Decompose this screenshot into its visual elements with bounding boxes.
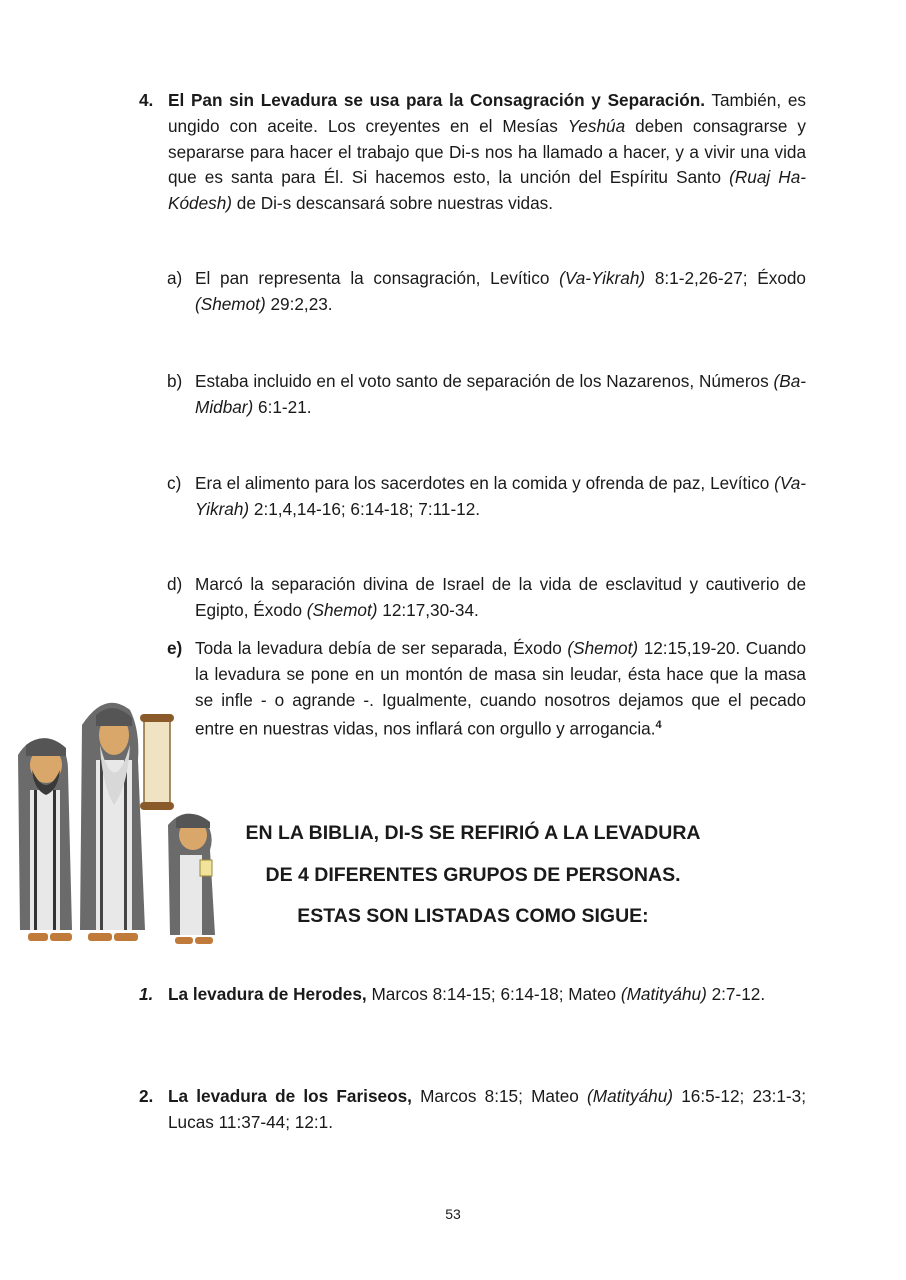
list-item-text: El Pan sin Levadura se usa para la Consagración y Separación. También, es ungido con aceite. Los creyentes en el Mesías Yeshúa deben consagrarse y separarse para hacer el trabajo que Di-s nos ha llamado a hacer, y a vivir una vida que es santa para Él. Si hacemos esto, la unción del Espíritu Santo (Ruaj Ha-Kódesh) de Di-s descansará sobre nuestras vidas. xyxy=(168,90,806,214)
sub-item-c xyxy=(167,471,806,523)
list-item-4 xyxy=(139,88,806,217)
sub-item-b xyxy=(167,369,806,421)
item-heading: La levadura de los Fariseos, xyxy=(168,1086,412,1106)
sub-letter: e) xyxy=(167,638,183,658)
page-number: 53 xyxy=(445,1206,461,1222)
sub-item-text: El pan representa la consagración, Levítico (Va-Yikrah) 8:1-2,26-27; Éxodo (Shemot) 29:2,23. xyxy=(195,268,806,314)
sub-item-text: Marcó la separación divina de Israel de la vida de esclavitud y cautiverio de Egipto, Éxodo (Shemot) 12:17,30-34. xyxy=(195,574,806,620)
list-number: 4. xyxy=(139,90,154,110)
rabbi-figure-middle xyxy=(80,703,145,941)
sub-letter: d) xyxy=(167,574,183,594)
sub-item-text: Estaba incluido en el voto santo de separación de los Nazarenos, Números (Ba-Midbar) 6:1-21. xyxy=(195,371,806,417)
list-item-1 xyxy=(139,982,806,1008)
list-item-text: La levadura de Herodes, Marcos 8:14-15; 6:14-18; Mateo (Matityáhu) 2:7-12. xyxy=(168,984,766,1004)
list-item-text: La levadura de los Fariseos, Marcos 8:15; Mateo (Matityáhu) 16:5-12; 23:1-3; Lucas 11:37-44; 12:1. xyxy=(168,1086,806,1132)
section-heading-line-2: DE 4 DIFERENTES GRUPOS DE PERSONAS. xyxy=(265,864,681,886)
item-heading: La levadura de Herodes, xyxy=(168,984,367,1004)
list-number: 1. xyxy=(139,984,154,1004)
sub-item-text: Toda la levadura debía de ser separada, Éxodo (Shemot) 12:15,19-20. Cuando la levadura se pone en un montón de masa sin leudar, ésta hace que la masa se infle - o agrande -. Igualmente, cuando nosotros dejamos que el pecado entre en nuestras vidas, nos inflará con orgullo y arrogancia.$^4$ xyxy=(195,638,806,740)
section-heading-line-3: ESTAS SON LISTADAS COMO SIGUE: xyxy=(297,905,649,927)
sub-item-e xyxy=(167,636,806,743)
rabbi-figure-left xyxy=(18,738,72,941)
list-item-2 xyxy=(139,1084,806,1136)
sub-item-a xyxy=(167,266,806,318)
sub-letter: b) xyxy=(167,371,183,391)
sub-item-d xyxy=(167,572,806,624)
sub-letter: c) xyxy=(167,473,182,493)
item-heading: El Pan sin Levadura se usa para la Consagración y Separación. xyxy=(168,90,705,110)
section-heading-line-1: EN LA BIBLIA, DI-S SE REFIRIÓ A LA LEVADURA xyxy=(245,822,701,844)
sub-letter: a) xyxy=(167,268,183,288)
footnote-marker: 4 xyxy=(655,719,662,732)
list-number: 2. xyxy=(139,1086,154,1106)
scroll-icon xyxy=(140,714,174,810)
sub-item-text: Era el alimento para los sacerdotes en la comida y ofrenda de paz, Levítico (Va-Yikrah) 2:1,4,14-16; 6:14-18; 7:11-12. xyxy=(195,473,806,519)
